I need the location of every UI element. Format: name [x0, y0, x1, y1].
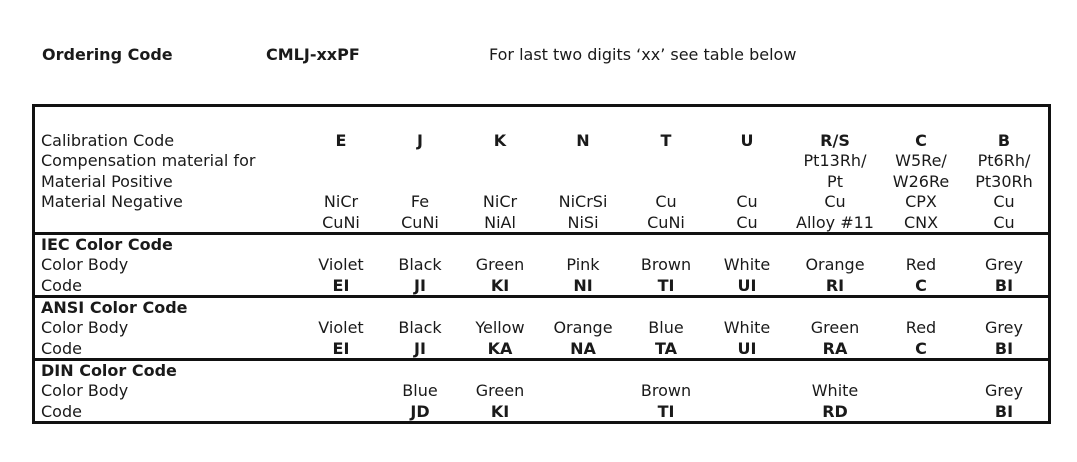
color-code-cell: BI	[994, 339, 1014, 358]
calibration-code-6: R/S	[820, 131, 850, 150]
color-body-cell: Black	[398, 255, 442, 274]
row-label-calibration: Calibration Code	[41, 131, 175, 150]
color-body-cell: Grey	[985, 255, 1023, 274]
color-body-cell: Green	[810, 318, 860, 337]
color-code-cell: KI	[490, 402, 510, 421]
material-negative-3: NiCrSi	[558, 192, 608, 211]
section-divider	[35, 232, 1048, 235]
material-negative-2: NiCr	[482, 192, 518, 211]
material-positive-6-b: Pt	[827, 172, 843, 191]
row-label-negative: Material Negative	[41, 192, 183, 211]
color-code-cell: EI	[332, 276, 350, 295]
calibration-code-0: E	[335, 131, 347, 150]
material-negative-5-b: Cu	[736, 213, 758, 232]
material-negative-4-b: CuNi	[647, 213, 685, 232]
color-body-label: Color Body	[41, 318, 129, 337]
calibration-code-4: T	[660, 131, 672, 150]
section-title: ANSI Color Code	[41, 298, 188, 317]
material-negative-8-b: Cu	[993, 213, 1015, 232]
ordering-code-label: Ordering Code	[42, 45, 173, 64]
color-body-cell: Violet	[318, 255, 364, 274]
material-negative-1-b: CuNi	[401, 213, 439, 232]
color-body-cell: Green	[475, 381, 525, 400]
color-body-cell: Orange	[805, 255, 865, 274]
color-body-cell: Blue	[402, 381, 438, 400]
color-code-cell: KI	[490, 276, 510, 295]
color-code-cell: TA	[654, 339, 678, 358]
material-positive-7-b: W26Re	[892, 172, 950, 191]
calibration-code-5: U	[740, 131, 754, 150]
color-body-cell: Grey	[985, 381, 1023, 400]
material-positive-6: Pt13Rh/	[803, 151, 867, 170]
ordering-code-note: For last two digits ‘xx’ see table below	[489, 45, 797, 64]
color-code-cell: RA	[822, 339, 848, 358]
material-negative-7: CPX	[905, 192, 937, 211]
section-divider	[35, 358, 1048, 361]
material-negative-3-b: NiSi	[567, 213, 599, 232]
color-code-cell: NI	[573, 276, 593, 295]
color-code-cell: JI	[414, 339, 426, 358]
color-code-cell: JI	[414, 276, 426, 295]
material-negative-1: Fe	[410, 192, 430, 211]
color-body-cell: Orange	[553, 318, 613, 337]
material-negative-0: NiCr	[323, 192, 359, 211]
color-code-cell: RI	[825, 276, 845, 295]
material-negative-5: Cu	[736, 192, 758, 211]
section-title: IEC Color Code	[41, 235, 173, 254]
material-negative-6: Cu	[824, 192, 846, 211]
material-positive-8-b: Pt30Rh	[975, 172, 1033, 191]
color-body-cell: Green	[475, 255, 525, 274]
code-label: Code	[41, 276, 82, 295]
color-body-cell: Brown	[640, 255, 692, 274]
row-label-positive: Material Positive	[41, 172, 173, 191]
color-code-cell: C	[915, 339, 927, 358]
color-code-cell: TI	[657, 276, 675, 295]
color-code-cell: NA	[570, 339, 596, 358]
thermocouple-code-table	[32, 104, 1051, 424]
color-code-cell: EI	[332, 339, 350, 358]
color-body-cell: White	[723, 318, 771, 337]
material-negative-0-b: CuNi	[322, 213, 360, 232]
color-body-label: Color Body	[41, 255, 129, 274]
color-code-cell: UI	[737, 276, 757, 295]
color-code-cell: C	[915, 276, 927, 295]
color-code-cell: RD	[822, 402, 848, 421]
color-body-cell: Violet	[318, 318, 364, 337]
material-negative-4: Cu	[655, 192, 677, 211]
color-body-cell: Grey	[985, 318, 1023, 337]
material-negative-7-b: CNX	[903, 213, 939, 232]
color-body-cell: Yellow	[475, 318, 525, 337]
color-body-cell: White	[723, 255, 771, 274]
color-body-cell: Red	[905, 318, 937, 337]
material-negative-8: Cu	[993, 192, 1015, 211]
material-positive-8: Pt6Rh/	[977, 151, 1031, 170]
code-label: Code	[41, 402, 82, 421]
row-label-compensation: Compensation material for	[41, 151, 256, 170]
calibration-code-3: N	[576, 131, 590, 150]
color-body-cell: Red	[905, 255, 937, 274]
color-code-cell: KA	[487, 339, 513, 358]
section-title: DIN Color Code	[41, 361, 177, 380]
color-code-cell: BI	[994, 402, 1014, 421]
calibration-code-7: C	[915, 131, 927, 150]
color-body-cell: Black	[398, 318, 442, 337]
color-code-cell: JD	[410, 402, 430, 421]
material-negative-2-b: NiAl	[484, 213, 516, 232]
color-code-cell: BI	[994, 276, 1014, 295]
color-body-label: Color Body	[41, 381, 129, 400]
code-label: Code	[41, 339, 82, 358]
calibration-code-1: J	[417, 131, 423, 150]
color-code-cell: TI	[657, 402, 675, 421]
color-code-cell: UI	[737, 339, 757, 358]
material-positive-7: W5Re/	[895, 151, 947, 170]
color-body-cell: Brown	[640, 381, 692, 400]
color-body-cell: Pink	[566, 255, 600, 274]
material-negative-6-b: Alloy #11	[796, 213, 874, 232]
calibration-code-8: B	[997, 131, 1011, 150]
calibration-code-2: K	[493, 131, 507, 150]
ordering-code-value: CMLJ-xxPF	[266, 45, 360, 64]
color-body-cell: Blue	[648, 318, 684, 337]
color-body-cell: White	[811, 381, 859, 400]
